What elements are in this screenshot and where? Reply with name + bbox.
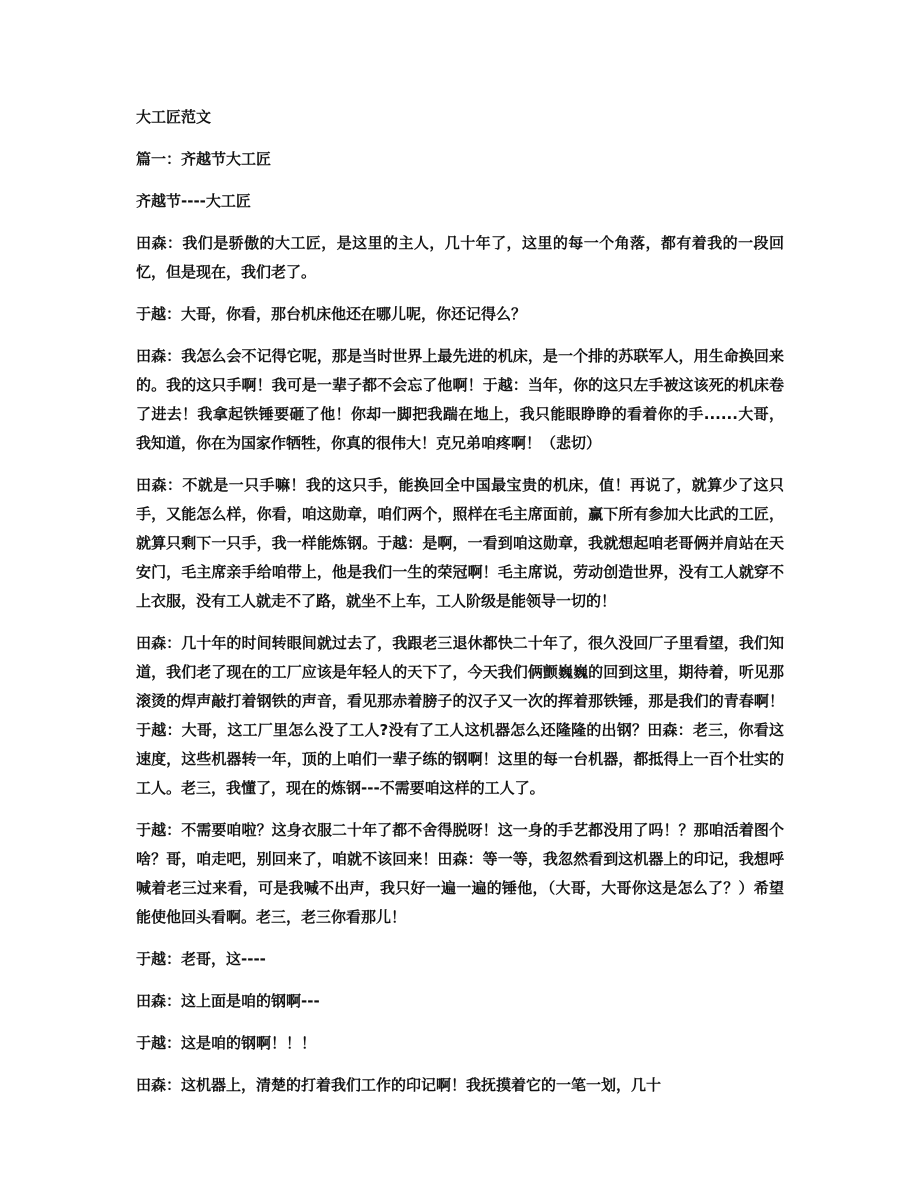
dialogue-paragraph: 于越：不需要咱啦？这身衣服二十年了都不舍得脱呀！这一身的手艺都没用了吗！？那咱活着图个啥？哥，咱走吧，别回来了，咱就不该回来！田森：等一等，我忽然看到这机器上的印记，我想呼喊着老三过来看，可是我喊不出声，我只好一遍一遍的锤他，（大哥，大哥你这是怎么了？）希望能使他回头看啊。老三，老三你看那儿！: [136, 821, 784, 926]
dialogue-paragraph: 于越：老哥，这----: [136, 950, 266, 968]
section-heading: 篇一：齐越节大工匠: [136, 150, 272, 168]
dialogue-paragraph: 田森：这机器上，清楚的打着我们工作的印记啊！我抚摸着它的一笔一划，几十: [136, 1076, 662, 1094]
dialogue-paragraph: 田森：这上面是咱的钢啊---: [136, 992, 320, 1010]
dialogue-paragraph: 于越：这是咱的钢啊！！！: [136, 1034, 317, 1052]
dialogue-paragraph: 田森：几十年的时间转眼间就过去了，我跟老三退休都快二十年了，很久没回厂子里看望，我们知道，我们老了现在的工厂应该是年轻人的天下了，今天我们俩颤巍巍的回到这里，期待着，听见那滚烫的焊声敲打着钢铁的声音，看见那赤着膀子的汉子又一次的挥着那铁锤，那是我们的青春啊！于越：大哥，这工厂里怎么没了工人?没有了工人这机器怎么还隆隆的出钢？田森：老三，你看这速度，这些机器转一年，顶的上咱们一辈子练的钢啊！这里的每一台机器，都抵得上一百个壮实的工人。老三，我懂了，现在的炼钢---不需要咱这样的工人了。: [136, 634, 784, 797]
document-title: 大工匠范文: [136, 108, 212, 126]
dialogue-paragraph: 田森：我怎么会不记得它呢，那是当时世界上最先进的机床，是一个排的苏联军人，用生命换回来的。我的这只手啊！我可是一辈子都不会忘了他啊！于越：当年，你的这只左手被这该死的机床卷了进去！我拿起铁锤要砸了他！你却一脚把我踹在地上，我只能眼睁睁的看着你的手......大哥，我知道，你在为国家作牺牲，你真的很伟大！克兄弟咱疼啊！（悲切）: [136, 347, 784, 452]
dialogue-paragraph: 于越：大哥，你看，那台机床他还在哪儿呢，你还记得么？: [136, 305, 527, 323]
dialogue-paragraph: 田森：我们是骄傲的大工匠，是这里的主人，几十年了，这里的每一个角落，都有着我的一段回忆，但是现在，我们老了。: [136, 234, 784, 281]
play-title: 齐越节----大工匠: [136, 192, 251, 210]
document-page: [136, 103, 784, 1113]
dialogue-paragraph: 田森：不就是一只手嘛！我的这只手，能换回全中国最宝贵的机床，值！再说了，就算少了这只手，又能怎么样，你看，咱这勋章，咱们两个，照样在毛主席面前，赢下所有参加大比武的工匠，就算只剩下一只手，我一样能炼钢。于越：是啊，一看到咱这勋章，我就想起咱老哥俩并肩站在天安门，毛主席亲手给咱带上，他是我们一生的荣冠啊！毛主席说，劳动创造世界，没有工人就穿不上衣服，没有工人就走不了路，就坐不上车，工人阶级是能领导一切的！: [136, 476, 784, 610]
